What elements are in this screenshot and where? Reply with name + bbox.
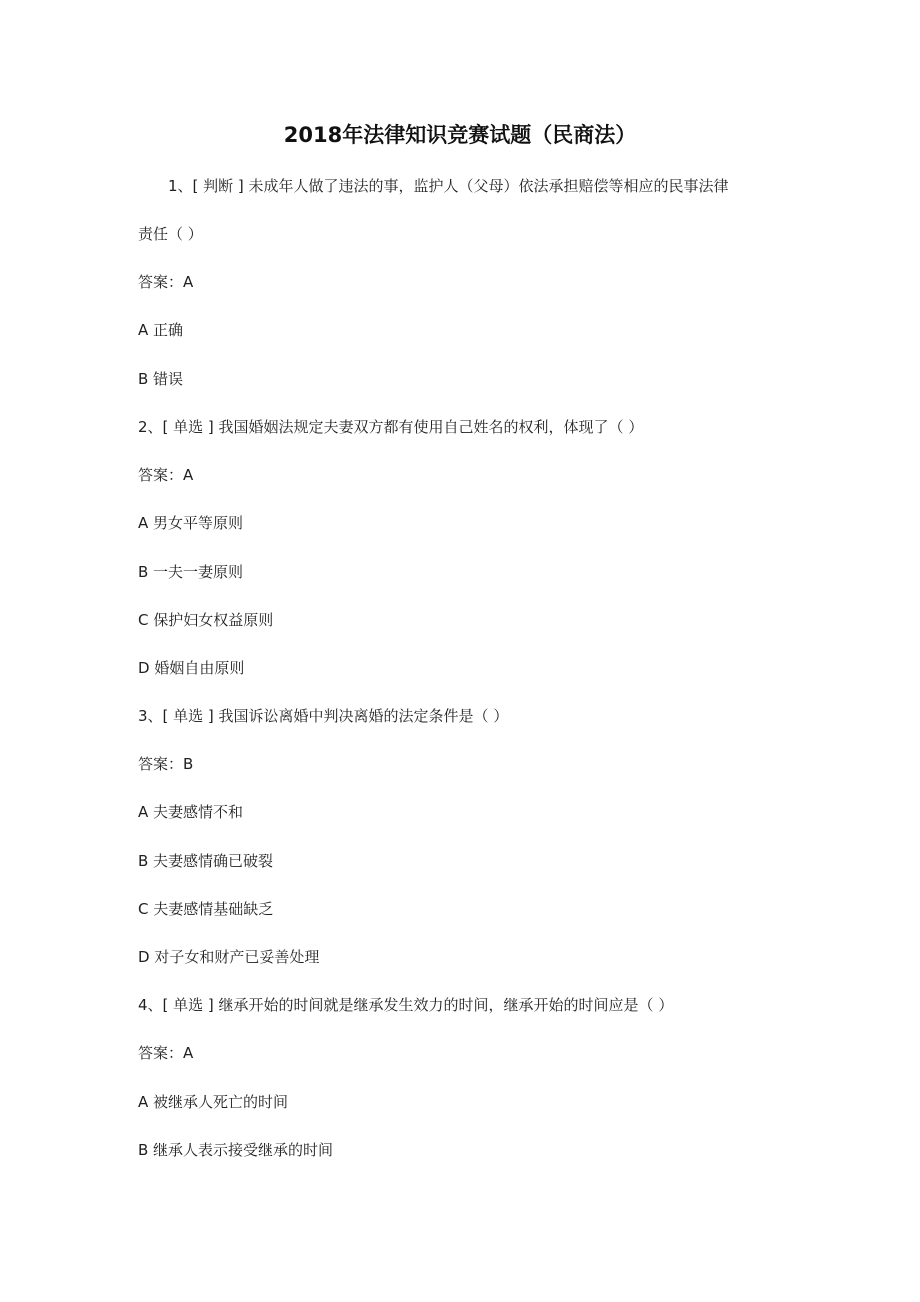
question-2-option-c: C 保护妇女权益原则 bbox=[138, 611, 274, 629]
question-1-option-a: A 正确 bbox=[138, 321, 184, 339]
question-3-answer: 答案：B bbox=[138, 755, 194, 773]
question-3-option-c: C 夫妻感情基础缺乏 bbox=[138, 900, 274, 918]
question-1-text: 1、[ 判断 ] 未成年人做了违法的事，监护人（父母）依法承担赔偿等相应的民事法律 bbox=[168, 177, 729, 195]
question-4-answer: 答案：A bbox=[138, 1044, 194, 1062]
question-2-text: 2、[ 单选 ] 我国婚姻法规定夫妻双方都有使用自己姓名的权利，体现了（ ） bbox=[138, 418, 644, 436]
document-title: 2018年法律知识竞赛试题（民商法） bbox=[283, 123, 637, 147]
question-3-text: 3、[ 单选 ] 我国诉讼离婚中判决离婚的法定条件是（ ） bbox=[138, 707, 509, 725]
question-3-option-b: B 夫妻感情确已破裂 bbox=[138, 852, 274, 870]
question-3-option-a: A 夫妻感情不和 bbox=[138, 803, 244, 821]
question-2-option-a: A 男女平等原则 bbox=[138, 514, 244, 532]
question-1-answer: 答案：A bbox=[138, 273, 194, 291]
question-4-option-a: A 被继承人死亡的时间 bbox=[138, 1093, 289, 1111]
question-4-text: 4、[ 单选 ] 继承开始的时间就是继承发生效力的时间，继承开始的时间应是（ ） bbox=[138, 996, 674, 1014]
question-2-option-b: B 一夫一妻原则 bbox=[138, 563, 244, 581]
question-2-option-d: D 婚姻自由原则 bbox=[138, 659, 245, 677]
question-4-option-b: B 继承人表示接受继承的时间 bbox=[138, 1141, 334, 1159]
question-1-option-b: B 错误 bbox=[138, 370, 184, 388]
question-1-text-continued: 责任（ ） bbox=[138, 225, 203, 243]
question-3-option-d: D 对子女和财产已妥善处理 bbox=[138, 948, 320, 966]
question-2-answer: 答案：A bbox=[138, 466, 194, 484]
